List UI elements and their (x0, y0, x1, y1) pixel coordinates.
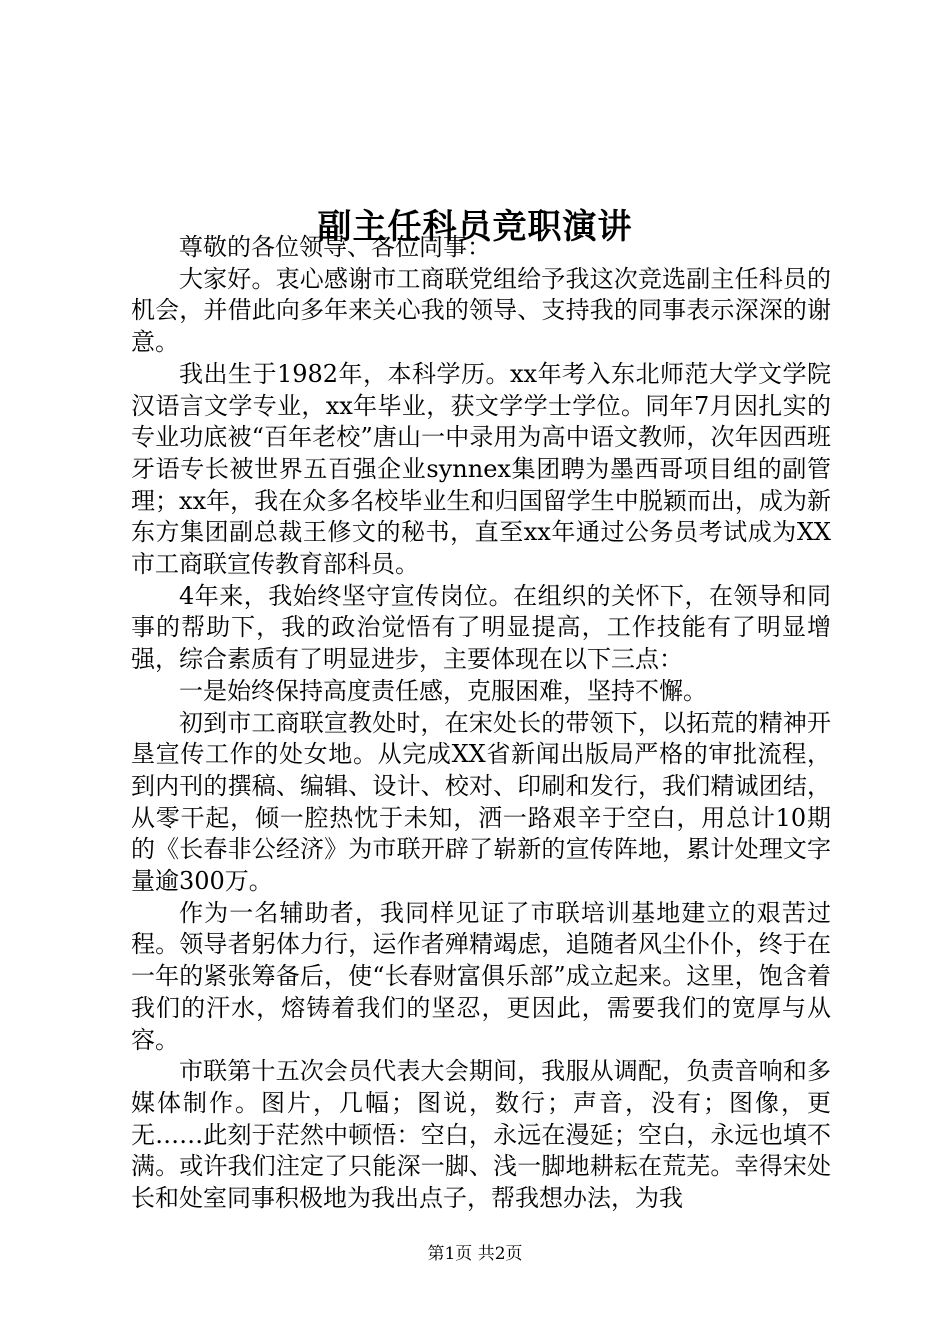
document-body (131, 232, 831, 1215)
page-footer: 第1页 共2页 (427, 1244, 523, 1264)
paragraph-publicity-work: 初到市工商联宣教处时，在宋处长的带领下，以拓荒的精神开垦宣传工作的处女地。从完成XX省新闻出版局严格的审批流程，到内刊的撰稿、编辑、设计、校对、印刷和发行，我们精诚团结，从零干起，倾一腔热忱于未知，洒一路艰辛于空白，用总计10期的《长春非公经济》为市联开辟了崭新的宣传阵地，累计处理文字量逾300万。 (131, 708, 831, 896)
document-title: 副主任科员竞职演讲 (317, 206, 633, 247)
paragraph-four-years: 4年来，我始终坚守宣传岗位。在组织的关怀下，在领导和同事的帮助下，我的政治觉悟有了明显提高，工作技能有了明显增强，综合素质有了明显进步，主要体现在以下三点： (131, 581, 831, 674)
paragraph-greeting: 大家好。衷心感谢市工商联党组给予我这次竞选副主任科员的机会，并借此向多年来关心我的领导、支持我的同事表示深深的谢意。 (131, 264, 831, 357)
paragraph-congress: 市联第十五次会员代表大会期间，我服从调配，负责音响和多媒体制作。图片，几幅；图说，数行；声音，没有；图像，更无……此刻于茫然中顿悟：空白，永远在漫延；空白，永远也填不满。或许我们注定了只能深一脚、浅一脚地耕耘在荒芜。幸得宋处长和处室同事积极地为我出点子，帮我想办法，为我 (131, 1057, 831, 1213)
paragraph-salutation: 尊敬的各位领导、各位同事： (179, 233, 491, 261)
paragraph-background: 我出生于1982年，本科学历。xx年考入东北师范大学文学院汉语言文学专业，xx年毕业，获文学学士学位。同年7月因扎实的专业功底被“百年老校”唐山一中录用为高中语文教师，次年因西班牙语专长被世界五百强企业synnex集团聘为墨西哥项目组的副管理；xx年，我在众多名校毕业生和归国留学生中脱颖而出，成为新东方集团副总裁王修文的秘书，直至xx年通过公务员考试成为XX市工商联宣传教育部科员。 (131, 359, 831, 579)
paragraph-training-base: 作为一名辅助者，我同样见证了市联培训基地建立的艰苦过程。领导者躬体力行，运作者殚精竭虑，追随者风尘仆仆，终于在一年的紧张筹备后，使“长春财富俱乐部”成立起来。这里，饱含着我们的汗水，熔铸着我们的坚忍，更因此，需要我们的宽厚与从容。 (131, 898, 831, 1054)
paragraph-point-one: 一是始终保持高度责任感，克服困难，坚持不懈。 (179, 676, 707, 705)
